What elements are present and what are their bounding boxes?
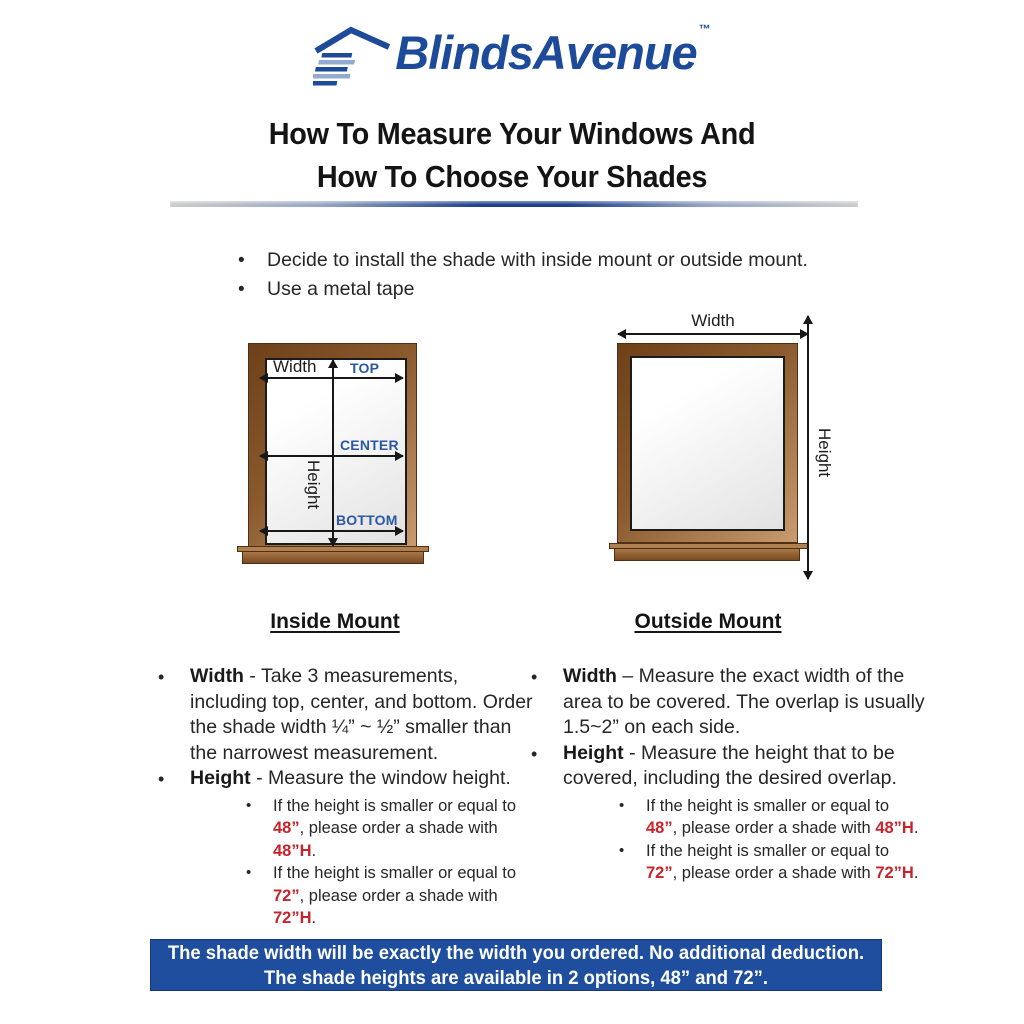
limit-value: 72” <box>646 864 673 882</box>
width-label: Width <box>273 357 317 376</box>
window-pane <box>630 356 785 531</box>
footer-banner <box>150 939 882 991</box>
instruction-list <box>152 664 534 930</box>
width-term: Width <box>190 665 244 687</box>
width-term: Width <box>563 665 617 687</box>
height-rule-72 <box>563 840 925 885</box>
height-rules-list <box>563 795 925 885</box>
height-rule-condition: • If the height is smaller or equal to <box>646 796 890 815</box>
limit-value: 48” <box>273 819 300 837</box>
height-term: Height <box>190 767 251 789</box>
outside-mount-heading-text: Outside Mount <box>634 610 782 633</box>
width-instruction <box>525 664 925 741</box>
height-rule-48 <box>190 795 534 863</box>
height-instruction <box>152 766 534 930</box>
height-rule-72 <box>190 862 534 930</box>
width-instruction <box>152 664 534 766</box>
instruction-list <box>525 664 925 885</box>
limit-value: 48” <box>646 819 673 837</box>
height-rule-condition: • If the height is smaller or equal to <box>646 841 890 860</box>
window-sill <box>614 548 800 561</box>
width-arrow <box>618 333 808 335</box>
height-rule-condition: • If the height is smaller or equal to <box>273 864 517 882</box>
brand-logo <box>0 22 1024 95</box>
inside-mount-instructions <box>152 664 534 930</box>
window-frame <box>617 343 798 543</box>
height-rule-result: 48”, please order a shade with 48”H. <box>646 819 919 837</box>
intro-bullet: • Use a metal tape <box>230 275 910 304</box>
width-label: Width <box>691 311 735 330</box>
width-instruction-text: – Measure the exact width of the area to be covered. The overlap is usually 1.5~2” on each side. <box>563 665 925 738</box>
inside-mount-diagram <box>240 340 440 580</box>
blinds-house-icon <box>313 26 393 95</box>
intro-bullet-list <box>230 246 910 304</box>
title-divider <box>170 201 858 207</box>
height-label: Height <box>304 460 323 510</box>
height-instruction-text: - Measure the window height. <box>250 767 511 789</box>
page-title-line-1: How To Measure Your Windows And <box>268 116 756 151</box>
order-value: 72”H <box>875 864 914 882</box>
trademark-symbol: ™ <box>698 22 711 36</box>
window-sill <box>242 551 424 564</box>
footer-line-1: The shade width will be exactly the width you ordered. No additional deduction. <box>167 943 865 964</box>
height-instruction-text: - Measure the height that to be covered, including the desired overlap. <box>563 741 897 789</box>
height-rule-result: 48”, please order a shade with 48”H. <box>273 819 498 860</box>
width-instruction-text: - Take 3 measurements, including top, center, and bottom. Order the shade width ¼” ~ ½” smaller than the narrowest measurement. <box>190 665 533 764</box>
outside-mount-diagram <box>600 310 835 585</box>
intro-bullet: • Decide to install the shade with inside mount or outside mount. <box>230 246 910 275</box>
page-title-line-2: How To Choose Your Shades <box>316 159 708 194</box>
top-measure-label: TOP <box>350 360 380 376</box>
outside-mount-instructions <box>525 664 925 885</box>
height-rule-result: 72”, please order a shade with 72”H. <box>273 886 498 927</box>
height-term: Height <box>563 741 624 764</box>
order-value: 72”H <box>273 909 312 927</box>
height-instruction <box>525 741 925 885</box>
bottom-measure-label: BOTTOM <box>336 512 398 528</box>
height-arrow <box>332 360 334 546</box>
height-arrow <box>807 316 809 579</box>
footer-line-2: The shade heights are available in 2 options, 48” and 72”. <box>264 968 768 989</box>
brand-name: BlindsAvenue <box>395 26 697 79</box>
order-value: 48”H <box>875 819 914 837</box>
page-title <box>36 112 988 198</box>
order-value: 48”H <box>273 841 312 860</box>
inside-mount-heading <box>240 610 430 634</box>
height-rule-result: 72”, please order a shade with 72”H. <box>646 864 919 882</box>
outside-mount-heading <box>608 610 808 634</box>
limit-value: 72” <box>273 886 300 905</box>
height-label: Height <box>815 428 834 478</box>
inside-mount-heading-text: Inside Mount <box>270 610 400 633</box>
height-rules-list <box>190 795 534 930</box>
height-rule-48 <box>563 795 925 840</box>
height-rule-condition: • If the height is smaller or equal to <box>273 796 517 815</box>
center-measure-label: CENTER <box>340 437 399 453</box>
